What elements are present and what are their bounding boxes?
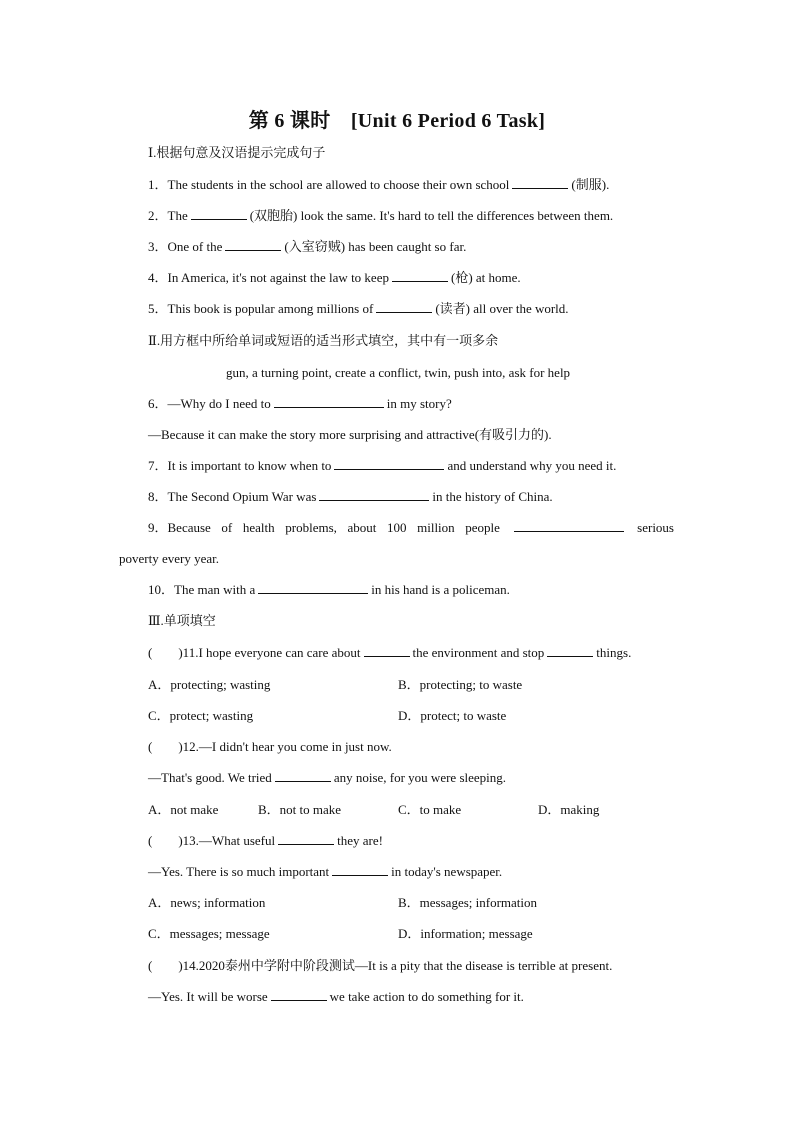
question-8: 8．The Second Opium War was in the history of China. bbox=[148, 489, 553, 504]
question-5: 5．This book is popular among millions of (读者) all over the world. bbox=[148, 301, 569, 316]
question-4: 4．In America, it's not against the law to keep (枪) at home. bbox=[148, 270, 521, 285]
section-2-heading: Ⅱ.用方框中所给单词或短语的适当形式填空，其中有一项多余 bbox=[148, 333, 499, 348]
answer-blank[interactable] bbox=[319, 488, 429, 501]
question-14: ( )14.2020泰州中学附中阶段测试—It is a pity that the disease is terrible at present. bbox=[148, 958, 613, 973]
option-13c[interactable]: C．messages; message bbox=[148, 926, 270, 941]
answer-blank[interactable] bbox=[547, 644, 593, 657]
answer-blank[interactable] bbox=[514, 519, 624, 532]
question-12-reply: —That's good. We tried any noise, for you were sleeping. bbox=[148, 770, 507, 785]
answer-parentheses[interactable]: ( ) bbox=[148, 739, 183, 754]
answer-blank[interactable] bbox=[512, 176, 568, 189]
question-11: ( )11.I hope everyone can care about the environment and stop things. bbox=[148, 645, 632, 660]
answer-blank[interactable] bbox=[225, 238, 281, 251]
option-11b[interactable]: B．protecting; to waste bbox=[398, 677, 523, 692]
page-title: 第 6 课时 [Unit 6 Period 6 Task] bbox=[248, 110, 546, 132]
answer-blank[interactable] bbox=[376, 300, 432, 313]
question-10: 10．The man with a in his hand is a policeman. bbox=[148, 582, 510, 597]
option-12b[interactable]: B．not to make bbox=[258, 802, 342, 817]
answer-blank[interactable] bbox=[271, 988, 327, 1001]
question-7: 7．It is important to know when to and understand why you need it. bbox=[148, 458, 617, 473]
question-14-reply: —Yes. It will be worse we take action to do something for it. bbox=[148, 989, 524, 1004]
section-1-heading: Ⅰ.根据句意及汉语提示完成句子 bbox=[148, 145, 326, 160]
answer-blank[interactable] bbox=[275, 769, 331, 782]
option-12d[interactable]: D．making bbox=[538, 802, 600, 817]
option-13d[interactable]: D．information; message bbox=[398, 926, 533, 941]
answer-blank[interactable] bbox=[334, 457, 444, 470]
option-11d[interactable]: D．protect; to waste bbox=[398, 708, 507, 723]
question-9: 9．Because of health problems, about 100 million people serious bbox=[148, 520, 674, 535]
question-13: ( )13.—What useful they are! bbox=[148, 833, 383, 848]
option-13a[interactable]: A．news; information bbox=[148, 895, 266, 910]
option-11a[interactable]: A．protecting; wasting bbox=[148, 677, 271, 692]
answer-blank[interactable] bbox=[332, 863, 388, 876]
section-3-heading: Ⅲ.单项填空 bbox=[148, 613, 216, 628]
answer-blank[interactable] bbox=[274, 395, 384, 408]
option-13b[interactable]: B．messages; information bbox=[398, 895, 538, 910]
answer-parentheses[interactable]: ( ) bbox=[148, 833, 183, 848]
option-11c[interactable]: C．protect; wasting bbox=[148, 708, 254, 723]
word-box: gun, a turning point, create a conflict, twin, push into, ask for help bbox=[226, 365, 571, 380]
answer-blank[interactable] bbox=[191, 207, 247, 220]
question-13-reply: —Yes. There is so much important in today's newspaper. bbox=[148, 864, 503, 879]
answer-blank[interactable] bbox=[278, 832, 334, 845]
answer-blank[interactable] bbox=[258, 581, 368, 594]
question-6-reply: —Because it can make the story more surprising and attractive(有吸引力的). bbox=[148, 427, 552, 442]
answer-parentheses[interactable]: ( ) bbox=[148, 645, 183, 660]
question-12: ( )12.—I didn't hear you come in just now. bbox=[148, 739, 392, 754]
question-1: 1．The students in the school are allowed to choose their own school (制服). bbox=[148, 177, 610, 192]
question-9-continued: poverty every year. bbox=[119, 551, 219, 566]
question-3: 3．One of the (入室窃贼) has been caught so far. bbox=[148, 239, 467, 254]
answer-parentheses[interactable]: ( ) bbox=[148, 958, 183, 973]
option-12c[interactable]: C．to make bbox=[398, 802, 462, 817]
question-6: 6．—Why do I need to in my story? bbox=[148, 396, 452, 411]
option-12a[interactable]: A．not make bbox=[148, 802, 219, 817]
answer-blank[interactable] bbox=[364, 644, 410, 657]
answer-blank[interactable] bbox=[392, 269, 448, 282]
question-2: 2．The (双胞胎) look the same. It's hard to tell the differences between them. bbox=[148, 208, 614, 223]
